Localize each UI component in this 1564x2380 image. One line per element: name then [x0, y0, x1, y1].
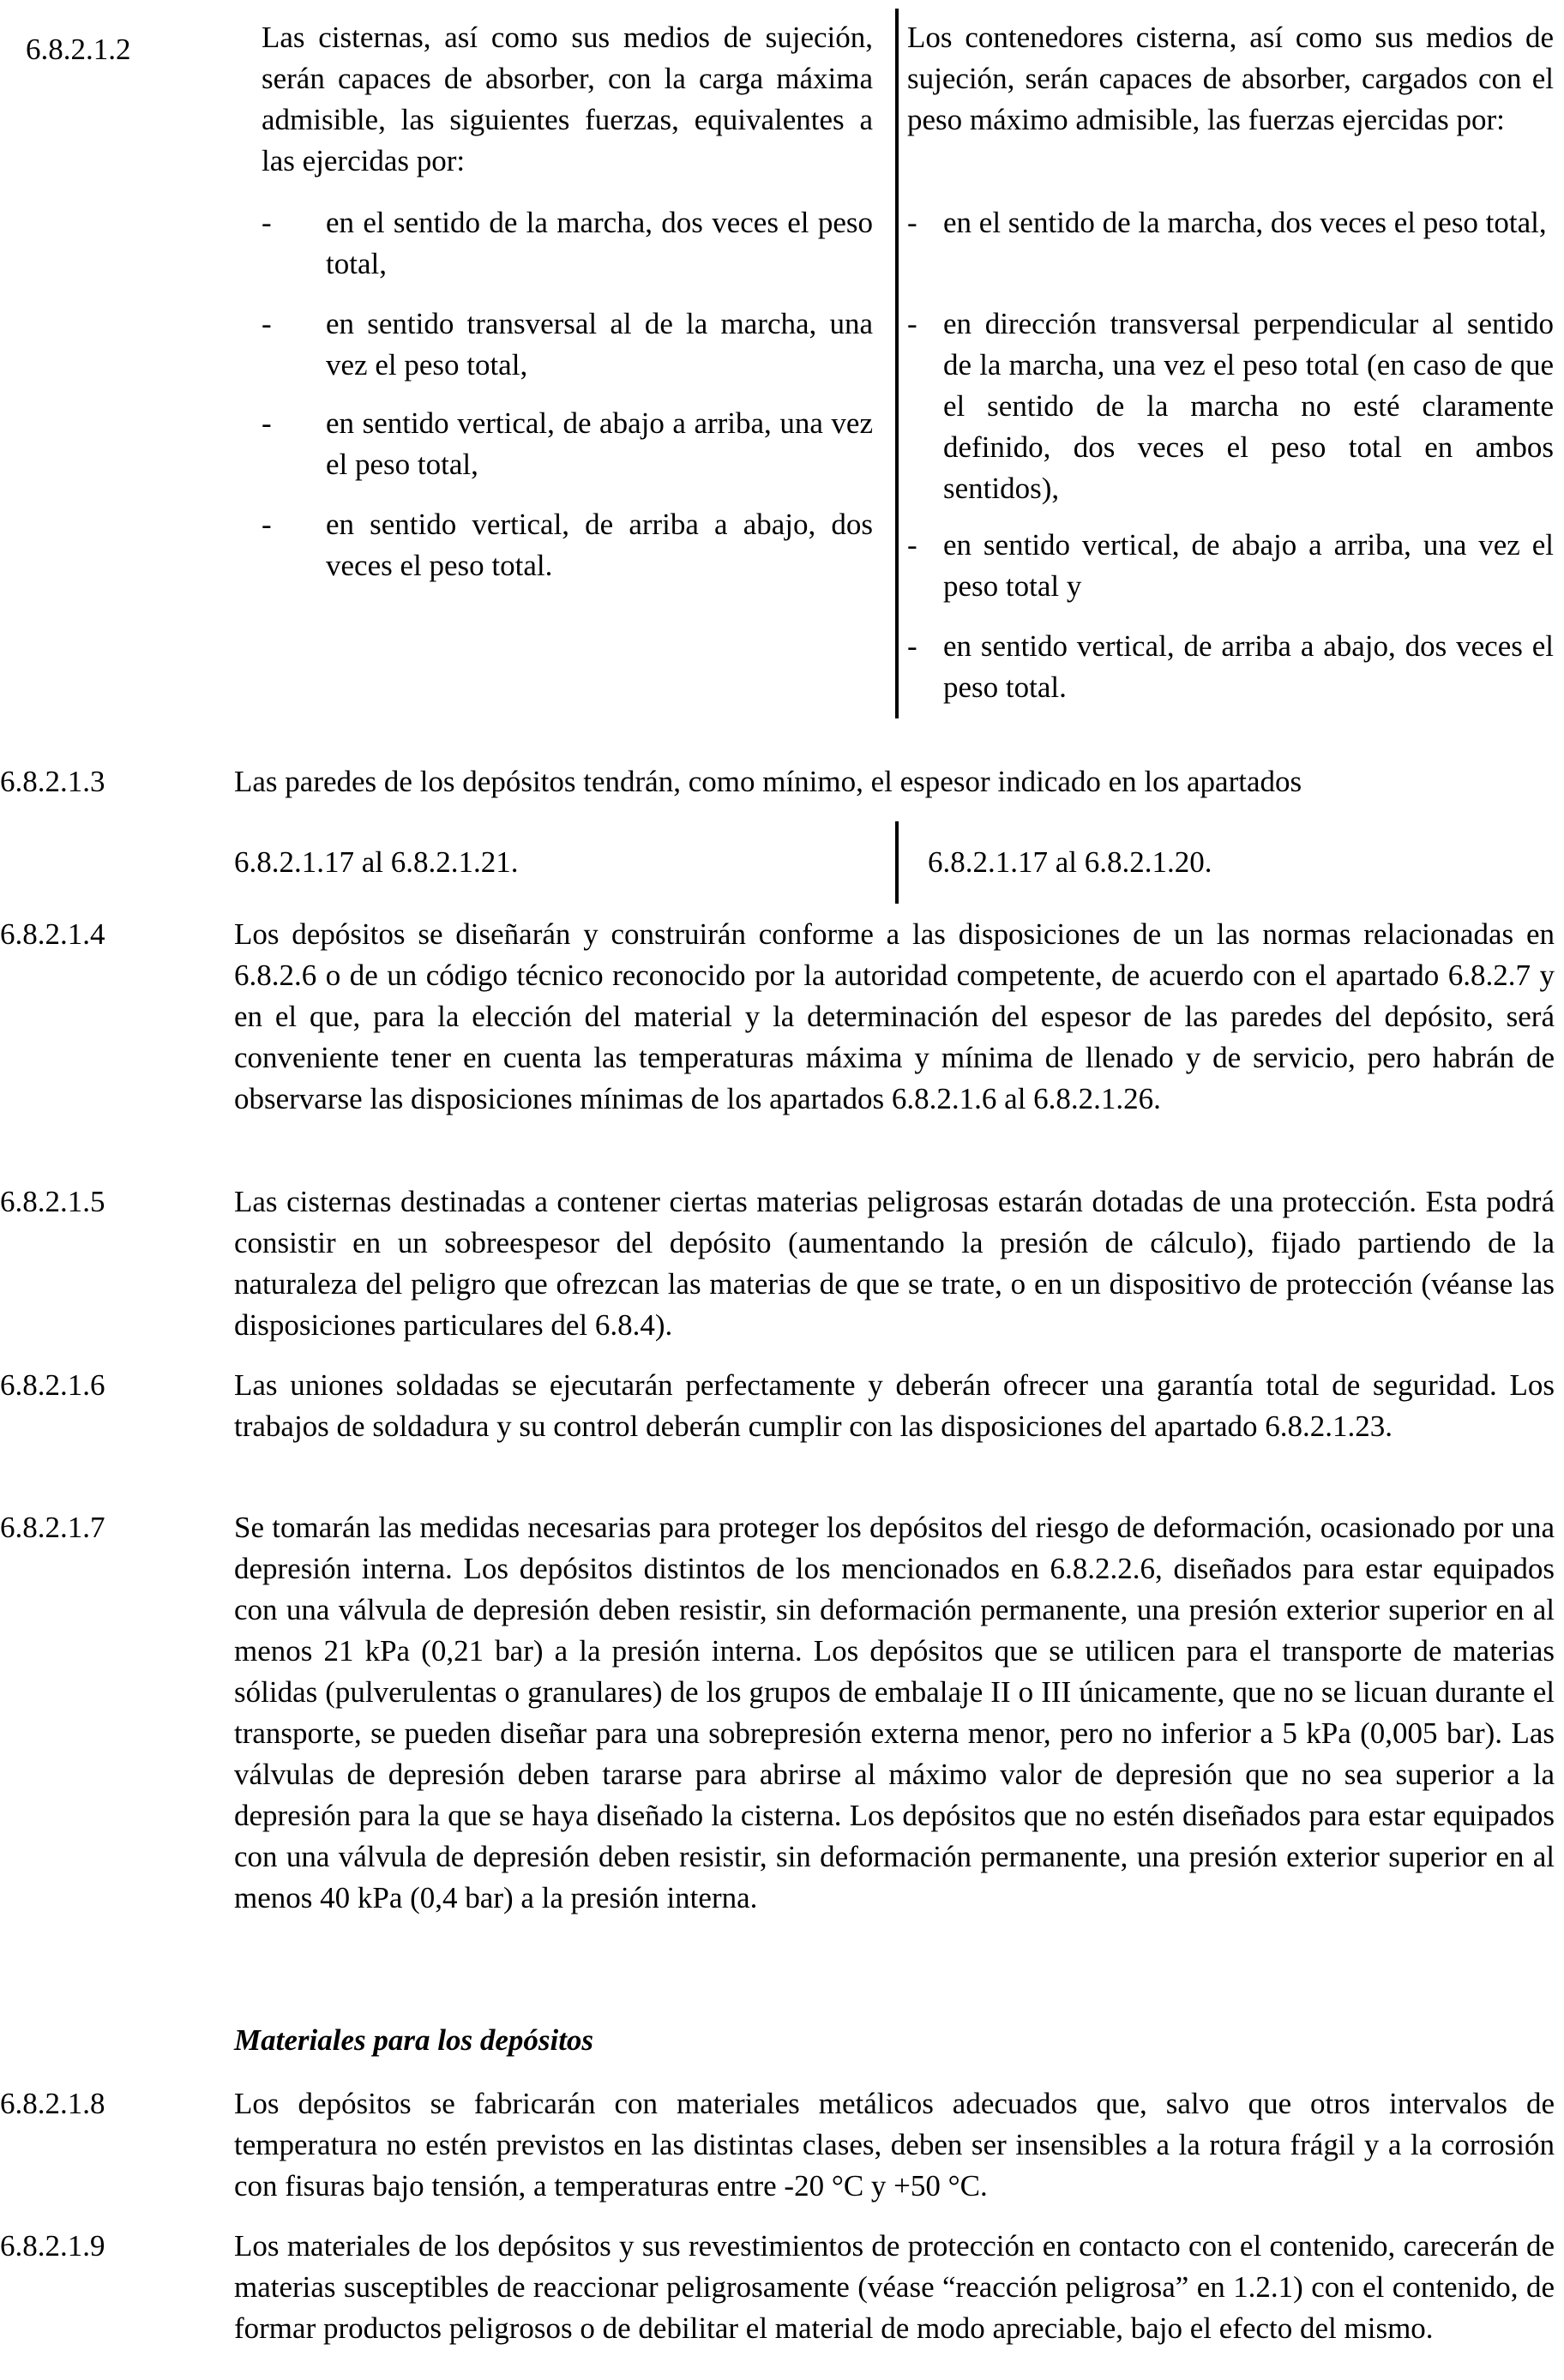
left-column-intro: Las cisternas, así como sus medios de sujeción, serán capaces de absorber, con la carga máxima admisible, las siguientes fuerzas, equivalentes a las ejercidas por:	[262, 21, 873, 177]
right-variant-ref: 6.8.2.1.17 al 6.8.2.1.20.	[928, 845, 1212, 879]
section-number: 6.8.2.1.4	[0, 917, 105, 951]
section-text: Los depósitos se diseñarán y construirán conforme a las disposiciones de un las normas relacionadas en 6.8.2.6 o de un código técnico reconocido por la autoridad competente, de acuerdo con el apartado 6.8.2.7 y en el que, para la elección del material y la determinación del espesor de las paredes del depósito, será conveniente tener en cuenta las temperaturas máxima y mínima de llenado y de servicio, pero habrán de observarse las disposiciones mínimas de los apartados 6.8.2.1.6 al 6.8.2.1.26.	[234, 917, 1555, 1115]
column-divider	[895, 821, 899, 904]
section-heading: Materiales para los depósitos	[234, 2023, 594, 2057]
section-text: Las paredes de los depósitos tendrán, como mínimo, el espesor indicado en los apartados	[234, 765, 1302, 798]
section-text: Los depósitos se fabricarán con materiales metálicos adecuados que, salvo que otros intervalos de temperatura no estén previstos en las distintas clases, deben ser insensibles a la rotura frágil y a la corrosión con fisuras bajo tensión, a temperaturas entre -20 °C y +50 °C.	[234, 2087, 1555, 2203]
section-text: Las uniones soldadas se ejecutarán perfectamente y deberán ofrecer una garantía total de seguridad. Los trabajos de soldadura y su control deberán cumplir con las disposiciones del apartado 6.8.2.1.23.	[234, 1368, 1555, 1443]
right-column-intro: Los contenedores cisterna, así como sus medios de sujeción, serán capaces de absorber, cargados con el peso máximo admisible, las fuerzas ejercidas por:	[907, 21, 1554, 136]
section-number: 6.8.2.1.5	[0, 1185, 105, 1218]
section-text: Los materiales de los depósitos y sus revestimientos de protección en contacto con el contenido, carecerán de materias susceptibles de reaccionar peligrosamente (véase “reacción peligrosa” en 1.2.1) con el contenido, de formar productos peligrosos o de debilitar el material de modo apreciable, bajo el efecto del mismo.	[234, 2229, 1555, 2345]
section-number: 6.8.2.1.2	[26, 33, 131, 66]
section-number: 6.8.2.1.8	[0, 2087, 105, 2120]
section-number: 6.8.2.1.3	[0, 765, 105, 798]
section-text: Las cisternas destinadas a contener ciertas materias peligrosas estarán dotadas de una protección. Esta podrá consistir en un sobreespesor del depósito (aumentando la presión de cálculo), fijado partiendo de la naturaleza del peligro que ofrezcan las materias de que se trate, o en un dispositivo de protección (véanse las disposiciones particulares del 6.8.4).	[234, 1185, 1555, 1342]
left-variant-ref: 6.8.2.1.17 al 6.8.2.1.21.	[234, 845, 519, 879]
column-divider	[895, 9, 899, 718]
section-number: 6.8.2.1.6	[0, 1368, 105, 1402]
section-number: 6.8.2.1.9	[0, 2229, 105, 2263]
section-number: 6.8.2.1.7	[0, 1511, 105, 1544]
section-text: Se tomarán las medidas necesarias para proteger los depósitos del riesgo de deformación, ocasionado por una depresión interna. Los depósitos distintos de los mencionados en 6.8.2.2.6, diseñados para estar equipados con una válvula de depresión deben resistir, sin deformación permanente, una presión exterior superior en al menos 21 kPa (0,21 bar) a la presión interna. Los depósitos que se utilicen para el transporte de materias sólidas (pulverulentas o granulares) de los grupos de embalaje II o III únicamente, que no se licuan durante el transporte, se pueden diseñar para una sobrepresión externa menor, pero no inferior a 5 kPa (0,005 bar). Las válvulas de depresión deben tararse para abrirse al máximo valor de depresión que no sea superior a la depresión para la que se haya diseñado la cisterna. Los depósitos que no estén diseñados para estar equipados con una válvula de depresión deben resistir, sin deformación permanente, una presión exterior superior en al menos 40 kPa (0,4 bar) a la presión interna.	[234, 1511, 1555, 1914]
